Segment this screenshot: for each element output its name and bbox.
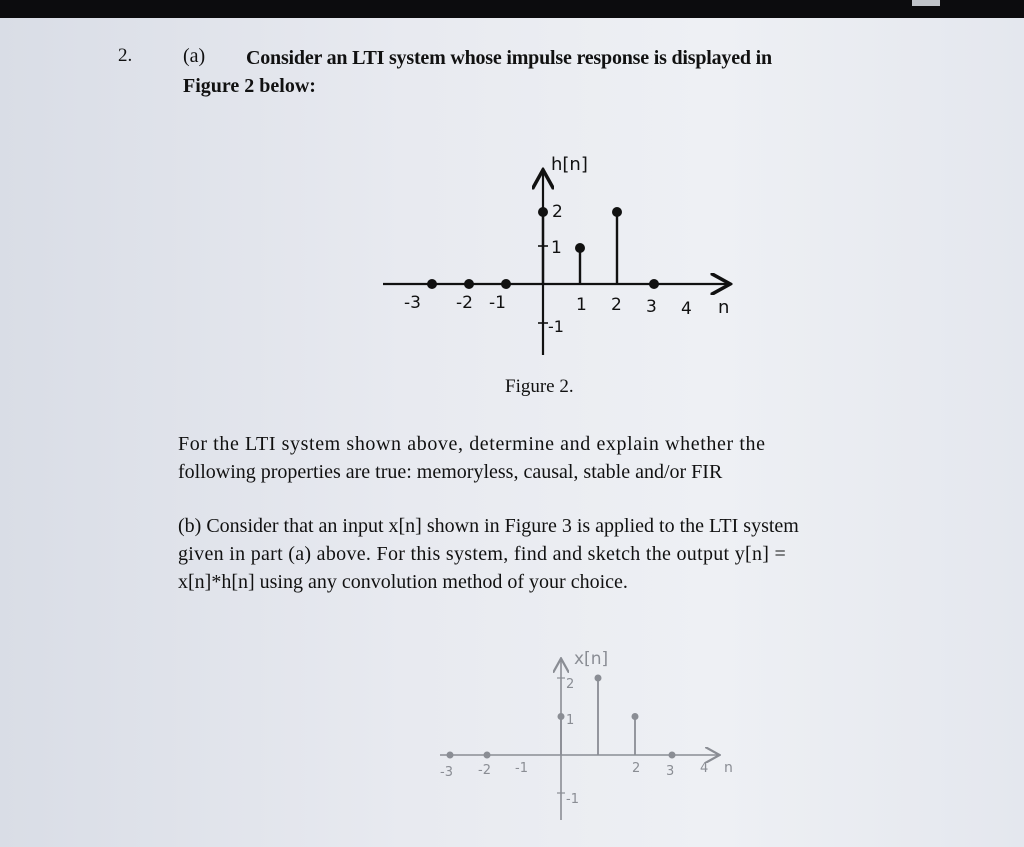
fig2-dot-n0 <box>538 207 548 217</box>
part-b-line2: given in part (a) above. For this system, find and sketch the output y[n] = <box>178 543 787 565</box>
fig3-xtick-label-2: 2 <box>632 761 641 776</box>
fig3-xtick-label-neg1: -1 <box>515 761 528 776</box>
fig3-ytick-label-1: 1 <box>566 713 575 728</box>
fig2-dot-n2 <box>612 207 622 217</box>
figure-2-caption: Figure 2. <box>505 376 574 397</box>
fig2-ytick-label-neg1: -1 <box>548 317 564 336</box>
fig3-ytick-label-neg1: -1 <box>566 792 579 807</box>
part-b-line3: x[n]*h[n] using any convolution method of your choice. <box>178 571 628 593</box>
fig3-dot-n2 <box>632 713 639 720</box>
fig3-dot-n0 <box>558 713 565 720</box>
fig2-x-label: n <box>718 297 730 318</box>
fig2-xtick-label-2: 2 <box>611 295 622 315</box>
fig3-y-label: x[n] <box>574 649 609 669</box>
part-b-line1: (b) Consider that an input x[n] shown in Figure 3 is applied to the LTI system <box>178 515 799 537</box>
fig3-x-label: n <box>724 760 733 776</box>
fig2-xtick-label-4: 4 <box>681 299 692 319</box>
fig2-xtick-label-3: 3 <box>646 297 657 317</box>
fig2-dot-n-1 <box>501 279 511 289</box>
part-b-paragraph <box>178 512 799 596</box>
fig2-dot-n3 <box>649 279 659 289</box>
fig3-xtick-label-4: 4 <box>700 761 709 776</box>
properties-line1: For the LTI system shown above, determine and explain whether the <box>178 433 766 455</box>
fig3-xtick-label-3: 3 <box>666 764 675 779</box>
fig2-dot-n1 <box>575 243 585 253</box>
fig3-ytick-label-2: 2 <box>566 677 575 692</box>
fig2-dot-n-3 <box>427 279 437 289</box>
fig2-y-label: h[n] <box>551 154 588 175</box>
fig3-dot-n-3 <box>447 752 454 759</box>
question-number: 2. <box>118 45 133 66</box>
fig2-xtick-label-neg1: -1 <box>489 293 506 313</box>
fig3-xtick-label-neg3: -3 <box>440 765 453 780</box>
part-a-text-line1: Consider an LTI system whose impulse response is displayed in <box>246 47 772 69</box>
fig2-dot-n-2 <box>464 279 474 289</box>
fig3-dot-n3 <box>669 752 676 759</box>
properties-paragraph <box>178 430 766 486</box>
fig3-xtick-label-neg2: -2 <box>478 763 491 778</box>
properties-line2: following properties are true: memoryless, causal, stable and/or FIR <box>178 461 723 483</box>
fig2-xtick-label-neg3: -3 <box>404 293 421 313</box>
fig2-xtick-label-1: 1 <box>576 295 587 315</box>
part-a-text-line2: Figure 2 below: <box>183 75 316 97</box>
fig3-dot-n-2 <box>484 752 491 759</box>
fig2-ytick-label-2: 2 <box>552 202 563 222</box>
fig3-dot-n1 <box>595 675 602 682</box>
fig2-ytick-label-1: 1 <box>551 238 562 258</box>
part-a-label: (a) <box>183 45 206 67</box>
fig2-xtick-label-neg2: -2 <box>456 293 473 313</box>
